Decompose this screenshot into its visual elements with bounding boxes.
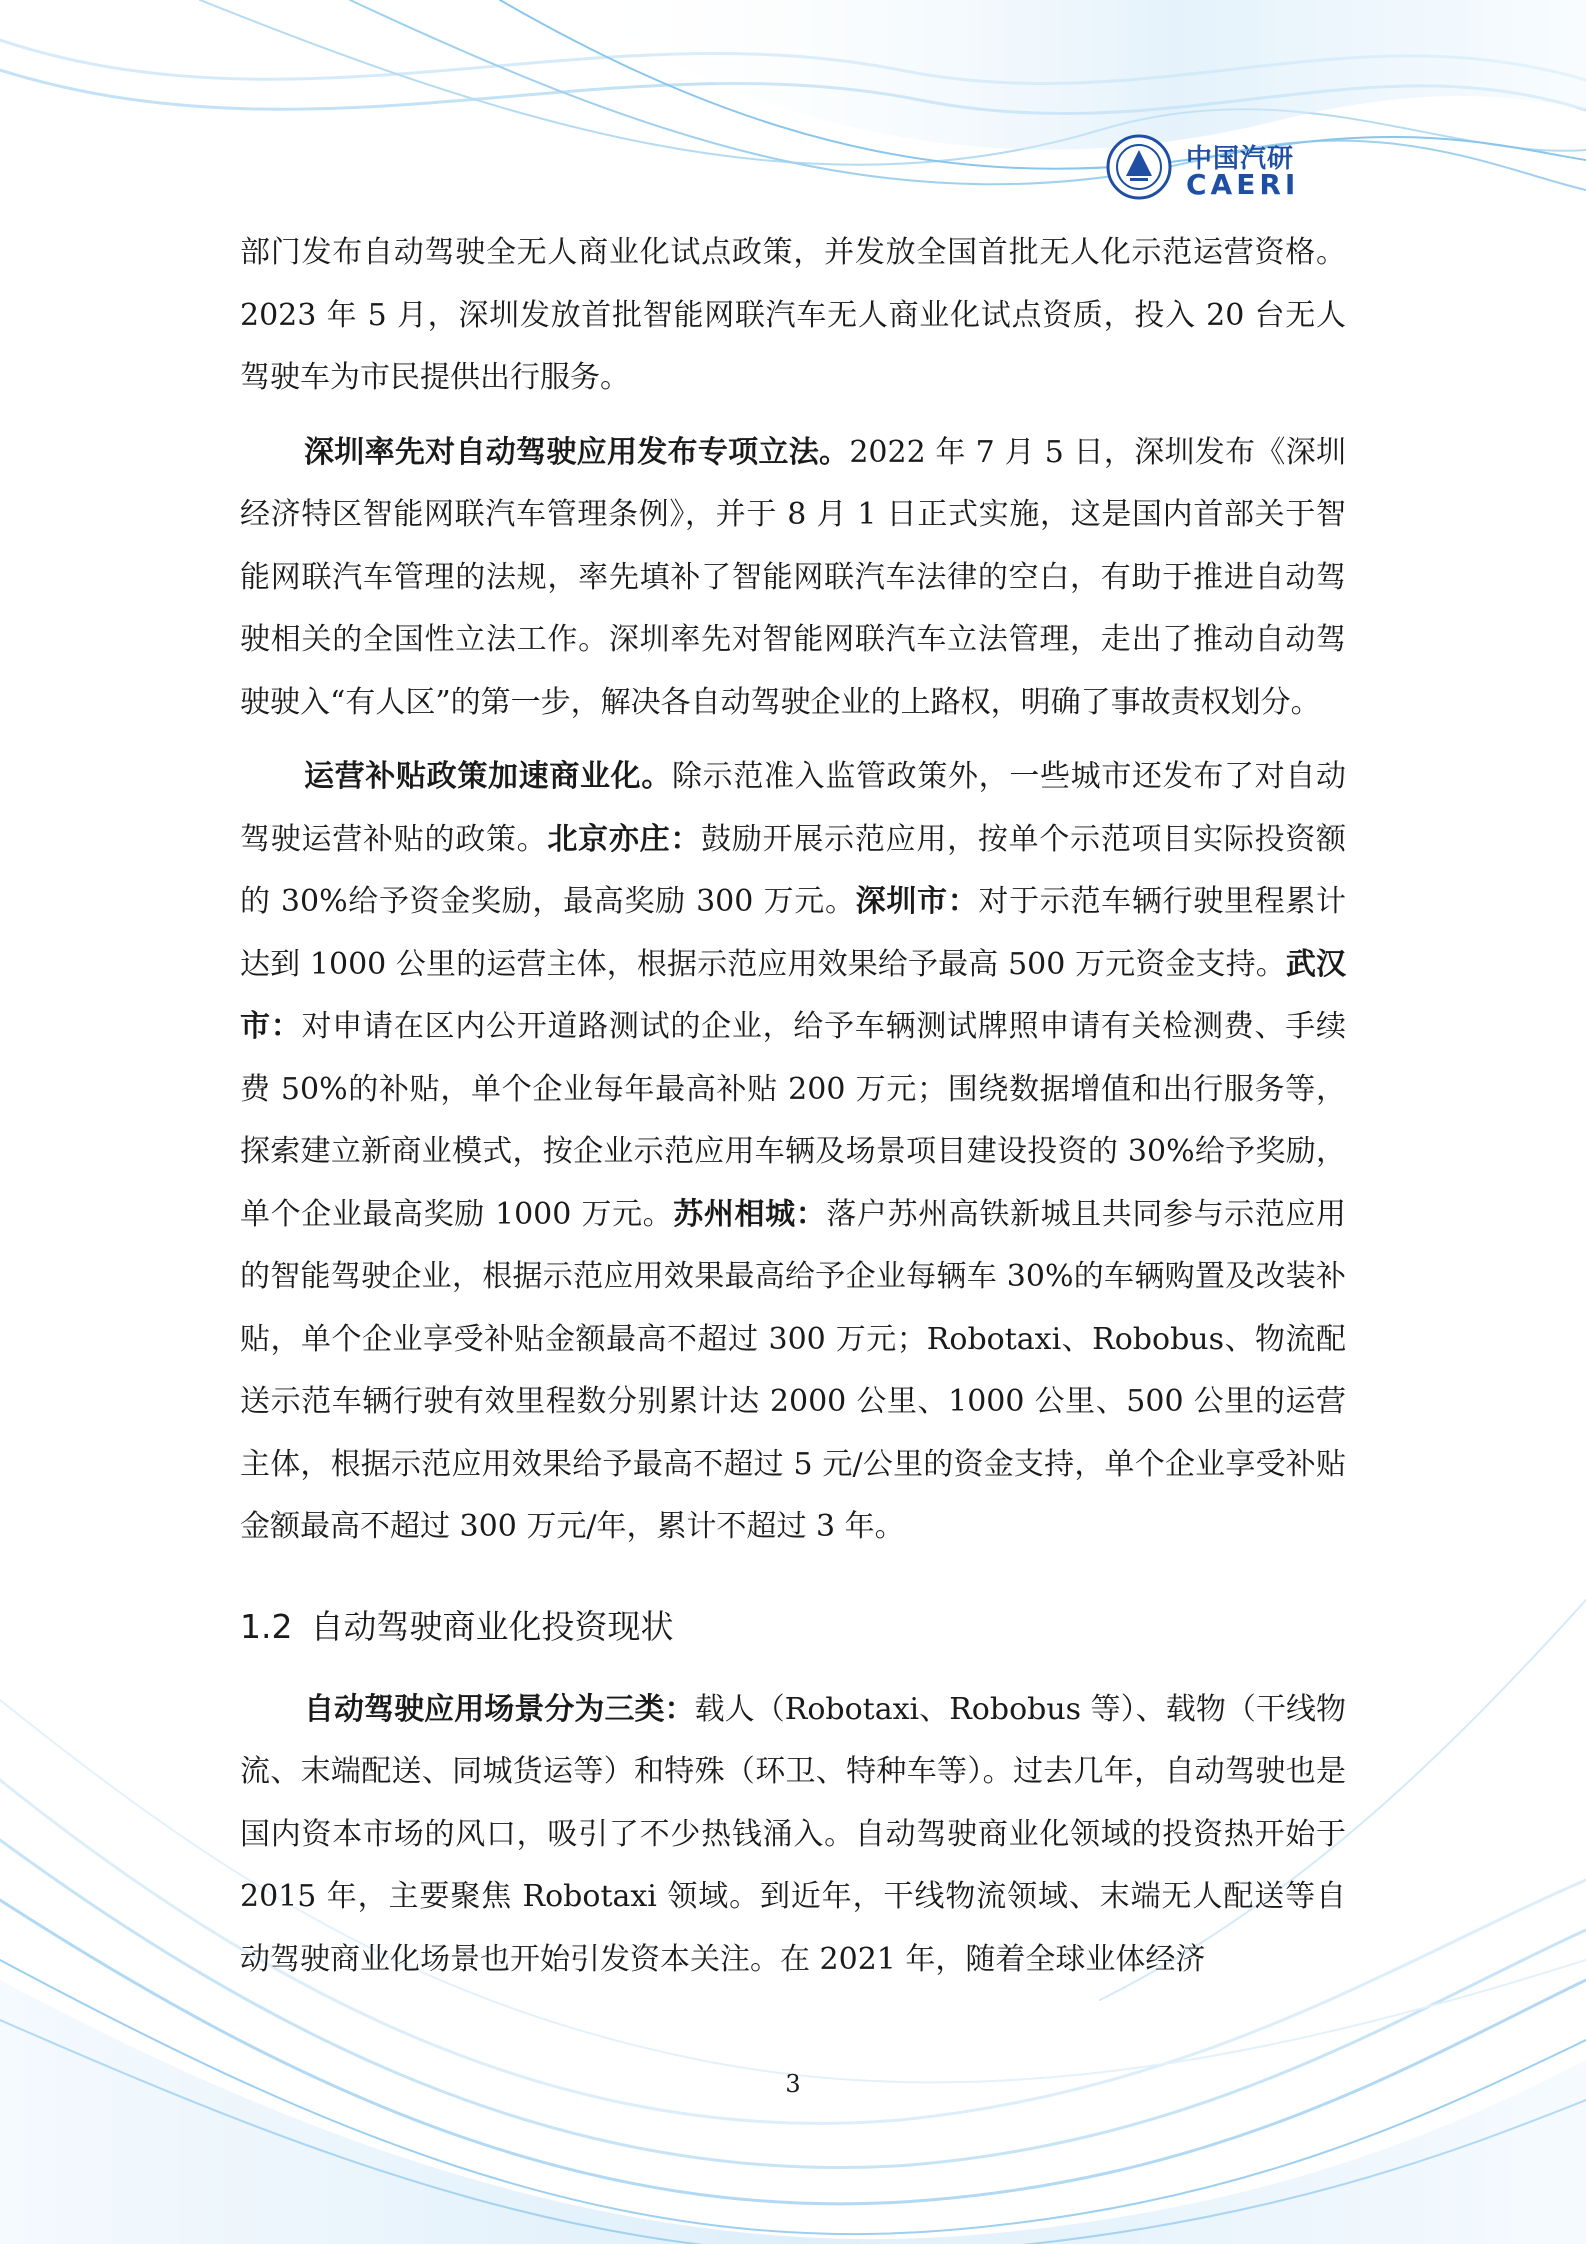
document-body — [240, 222, 1346, 1991]
paragraph-text: 2022 年 7 月 5 日，深圳发布《深圳经济特区智能网联汽车管理条例》，并于 8 月 1 日正式实施，这是国内首部关于智能网联汽车管理的法规，率先填补了智能网联汽车法律的空白，有助于推进自动驾驶相关的全国性立法工作。深圳率先对智能网联汽车立法管理，走出了推动自动驾驶驶入“有人区”的第一步，解决各自动驾驶企业的上路权，明确了事故责权划分。 — [240, 434, 1346, 720]
paragraph-investment — [240, 1679, 1346, 1992]
paragraph-text: 落户苏州高铁新城且共同参与示范应用的智能驾驶企业，根据示范应用效果最高给予企业每辆车 30%的车辆购置及改装补贴，单个企业享受补贴金额最高不超过 300 万元；Robotaxi、Robobus、物流配送示范车辆行驶有效里程数分别累计达 2000 公里、1000 公里、500 公里的运营主体，根据示范应用效果给予最高不超过 5 元/公里的资金支持，单个企业享受补贴金额最高不超过 300 万元/年，累计不超过 3 年。 — [240, 1196, 1347, 1544]
page-number: 3 — [785, 2070, 801, 2098]
paragraph-text: 对申请在区内公开道路测试的企业，给予车辆测试牌照申请有关检测费、手续费 50%的补贴，单个企业每年最高补贴 200 万元；围绕数据增值和出行服务等，探索建立新商业模式，按企业示范应用车辆及场景项目建设投资的 30%给予奖励，单个企业最高奖励 1000 万元。 — [240, 1009, 1347, 1232]
paragraph-lead: 自动驾驶应用场景分为三类： — [304, 1691, 695, 1727]
section-heading — [240, 1597, 1346, 1657]
paragraph-text: 载人（Robotaxi、Robobus 等）、载物（干线物流、末端配送、同城货运等）和特殊（环卫、特种车等）。过去几年，自动驾驶也是国内资本市场的风口，吸引了不少热钱涌入。自动驾驶商业化领域的投资热开始于 2015 年，主要聚焦 Robotaxi 领域。到近年，干线物流领域、末端无人配送等自动驾驶商业化场景也开始引发资本关注。在 2021 年，随着全球业体经济 — [240, 1691, 1346, 1977]
section-title: 自动驾驶商业化投资现状 — [310, 1606, 674, 1646]
section-number: 1.2 — [240, 1606, 293, 1646]
city-label-shenzhen: 深圳市： — [855, 884, 979, 919]
caeri-logo — [1106, 134, 1326, 204]
paragraph-legislation — [240, 422, 1346, 735]
logo-english-name: CAERI — [1186, 168, 1300, 201]
paragraph-subsidy — [240, 746, 1346, 1559]
caeri-seal-icon — [1106, 134, 1172, 200]
paragraph-continued: 部门发布自动驾驶全无人商业化试点政策，并发放全国首批无人化示范运营资格。2023 年 5 月，深圳发放首批智能网联汽车无人商业化试点资质，投入 20 台无人驾驶车为市民提供出行服务。 — [240, 235, 1346, 395]
paragraph-text: 对于示范车辆行驶里程累计达到 1000 公里的运营主体，根据示范应用效果给予最高 500 万元资金支持。 — [240, 884, 1347, 982]
paragraph-lead: 深圳率先对自动驾驶应用发布专项立法。 — [304, 434, 850, 470]
paragraph-text: 鼓励开展示范应用，按单个示范项目实际投资额的 30%给予资金奖励，最高奖励 300 万元。 — [240, 821, 1347, 919]
city-label-wuhan: 武汉市： — [240, 946, 1346, 1044]
paragraph-text: 除示范准入监管政策外，一些城市还发布了对自动驾驶运营补贴的政策。 — [240, 759, 1346, 857]
city-label-suzhou-xiangcheng: 苏州相城： — [673, 1196, 827, 1232]
logo-chinese-name: 中国汽研 — [1186, 144, 1295, 174]
city-label-beijing-yizhuang: 北京亦庄： — [547, 821, 702, 857]
paragraph-lead: 运营补贴政策加速商业化。 — [304, 759, 672, 794]
